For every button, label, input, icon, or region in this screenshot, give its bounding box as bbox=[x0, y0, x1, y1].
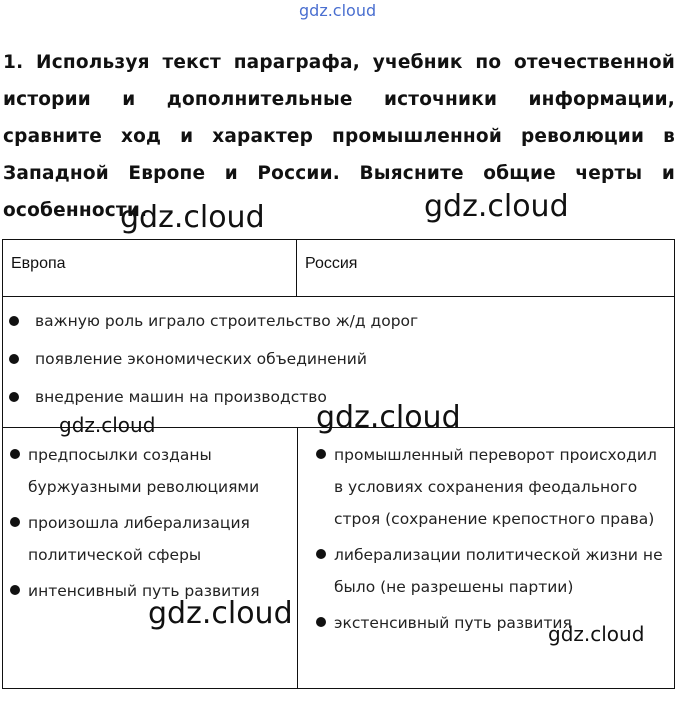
list-item: важную роль играло строительство ж/д дорог bbox=[9, 310, 418, 348]
list-item: интенсивный путь развития bbox=[10, 575, 290, 607]
russia-features-list bbox=[316, 439, 666, 646]
watermark: gdz.cloud bbox=[59, 413, 156, 437]
watermark: gdz.cloud bbox=[120, 200, 265, 235]
europe-features-list bbox=[10, 439, 290, 611]
bullet-icon bbox=[10, 585, 20, 595]
list-item: либерализации политической жизни не было (не разрешены партии) bbox=[316, 539, 666, 603]
list-item: появление экономических объединений bbox=[9, 348, 418, 386]
bullet-icon bbox=[10, 517, 20, 527]
watermark: gdz.cloud bbox=[316, 400, 461, 435]
list-item: произошла либерализация политической сферы bbox=[10, 507, 290, 571]
bullet-icon bbox=[316, 449, 326, 459]
bullet-icon bbox=[9, 316, 19, 326]
bullet-icon bbox=[9, 354, 19, 364]
watermark: gdz.cloud bbox=[148, 596, 293, 631]
column-divider bbox=[297, 427, 298, 689]
watermark: gdz.cloud bbox=[299, 1, 377, 20]
header-europe: Европа bbox=[3, 240, 297, 296]
bullet-icon bbox=[10, 449, 20, 459]
watermark: gdz.cloud bbox=[424, 189, 569, 224]
watermark: gdz.cloud bbox=[548, 622, 645, 646]
header-russia: Россия bbox=[305, 255, 358, 272]
list-item: предпосылки созданы буржуазными революциями bbox=[10, 439, 290, 503]
row-divider bbox=[3, 296, 674, 297]
list-item: экстенсивный путь развития bbox=[316, 607, 666, 639]
bullet-icon bbox=[316, 549, 326, 559]
bullet-icon bbox=[316, 617, 326, 627]
list-item: внедрение машин на производство bbox=[9, 386, 418, 424]
task-text: 1. Используя текст параграфа, учебник по отечественной истории и дополнительные источники информации, сравните ход и характер промышленной революции в Западной Европе и России. Выясните общие черты и особенности. bbox=[3, 52, 675, 221]
list-item: промышленный переворот происходил в условиях сохранения феодального строя (сохранение крепостного права) bbox=[316, 439, 666, 535]
bullet-icon bbox=[9, 392, 19, 402]
